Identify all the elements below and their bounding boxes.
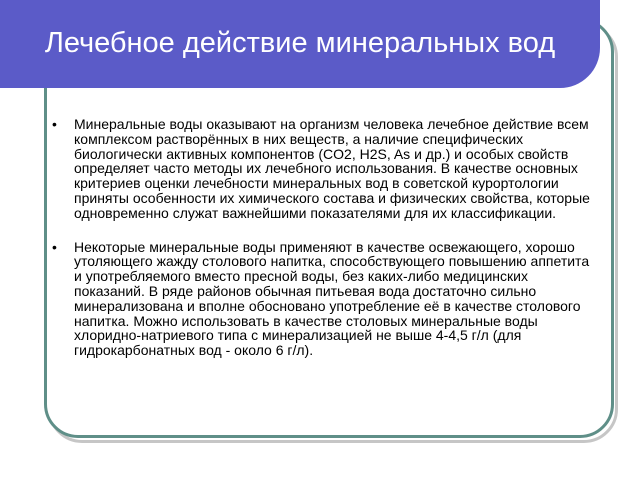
bullet-text: Некоторые минеральные воды применяют в качестве освежающего, хорошо утоляющего жажду столового напитка, способствующего повышению аппетита и употребляемого вместо пресной воды, без каких-либо медицинских показаний. В ряде районов обычная питьевая вода достаточно сильно минерализована и вполне обосновано употребление её в качестве столового напитка. Можно использовать в качестве столовых минеральные воды хлоридно-натриевого типа с минерализацией не выше 4-4,5 г/л (для гидрокарбонатных вод - около 6 г/л). <box>74 238 590 359</box>
bullet-icon: • <box>52 116 57 132</box>
slide-content <box>52 117 597 358</box>
bullet-text: Минеральные воды оказывают на организм человека лечебное действие всем комплексом растворённых в них веществ, а наличие специфических биологически активных компонентов (CO2, H2S, As и др.) и особых свойств определяет часто методы их лечебного использования. В качестве основных критериев оценки лечебности минеральных вод в советской курортологии приняты особенности их химического состава и физических свойства, которые одновременно служат важнейшими показателями для их классификации. <box>74 116 590 221</box>
bullet-item <box>52 240 597 358</box>
title-bar <box>0 0 600 88</box>
slide-title: Лечебное действие минеральных вод <box>44 27 556 59</box>
bullet-icon: • <box>52 238 57 255</box>
bullet-item <box>52 117 597 221</box>
